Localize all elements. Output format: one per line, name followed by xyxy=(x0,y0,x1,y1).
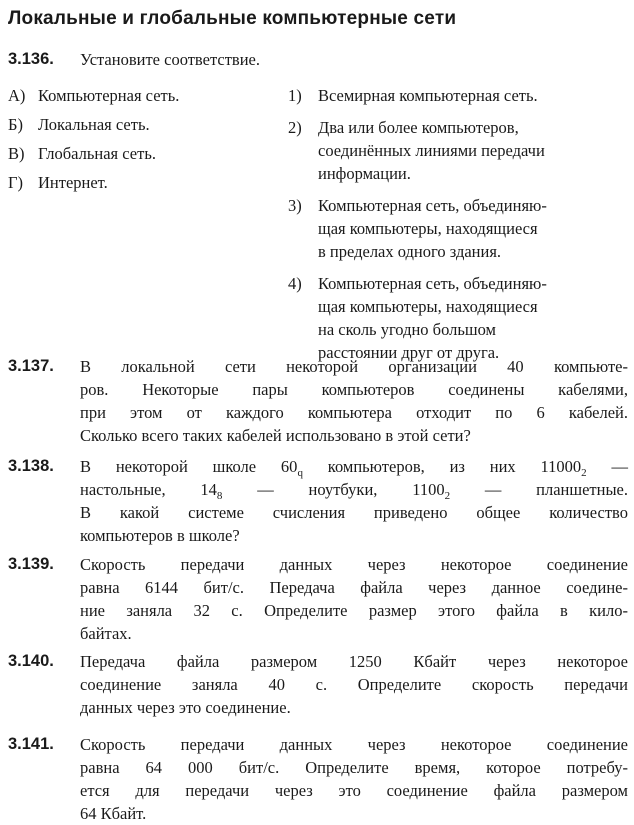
problem-text-line: настольные, $14_8$ — ноутбуки, $1100_2$ — планшетные. xyxy=(80,480,628,502)
match-left-list xyxy=(8,84,268,200)
problem-text-line: В какой системе счисления приведено общее количество xyxy=(80,503,628,522)
item-label: В) xyxy=(8,144,25,163)
item-text: щая компьютеры, находящиеся xyxy=(318,297,538,316)
list-item xyxy=(288,272,624,364)
section-title: Локальные и глобальные компьютерные сети xyxy=(8,8,457,29)
problem-text-line: Скорость передачи данных через некоторое соединение xyxy=(80,735,628,754)
problem-text-line: Передача файла размером 1250 Кбайт через некоторое xyxy=(80,652,628,671)
item-text: Интернет. xyxy=(38,173,108,192)
item-text: соединённых линиями передачи xyxy=(318,141,545,160)
problem-text-line: соединение заняла 40 с. Определите скорость передачи xyxy=(80,675,628,694)
problem-text-line: 64 Кбайт. xyxy=(80,804,147,823)
item-label: 4) xyxy=(288,274,302,293)
problem-text: Установите соответствие. xyxy=(80,50,260,69)
list-item xyxy=(8,171,268,200)
problem-number: 3.141. xyxy=(8,735,54,753)
item-text: Локальная сеть. xyxy=(38,115,150,134)
problem-number: 3.140. xyxy=(8,652,54,670)
problem-text-line: данных через это соединение. xyxy=(80,698,291,717)
item-text: на сколь угодно большом xyxy=(318,320,496,339)
item-text: Компьютерная сеть, объединяю- xyxy=(318,196,547,215)
problem-text-line: байтах. xyxy=(80,624,132,643)
item-label: А) xyxy=(8,86,26,105)
problem-number: 3.136. xyxy=(8,50,54,68)
item-text: Компьютерная сеть. xyxy=(38,86,180,105)
list-item xyxy=(288,194,624,263)
problem-number: 3.137. xyxy=(8,357,54,375)
list-item xyxy=(8,84,268,113)
problem-text-line: при этом от каждого компьютера отходит по 6 кабелей. xyxy=(80,403,628,422)
problem-text-line: равна 64 000 бит/с. Определите время, которое потребу- xyxy=(80,758,628,777)
problem-text-line: ется для передачи через это соединение файла размером xyxy=(80,781,628,800)
item-label: Г) xyxy=(8,173,24,192)
item-text: информации. xyxy=(318,164,411,183)
item-label: 1) xyxy=(288,86,302,105)
item-label: 2) xyxy=(288,118,302,137)
item-label: Б) xyxy=(8,115,23,134)
problem-number: 3.139. xyxy=(8,555,54,573)
item-text: щая компьютеры, находящиеся xyxy=(318,219,538,238)
problem-text-line: Сколько всего таких кабелей использовано в этой сети? xyxy=(80,426,471,445)
item-text: Два или более компьютеров, xyxy=(318,118,519,137)
item-text: Глобальная сеть. xyxy=(38,144,156,163)
item-text: расстоянии друг от друга. xyxy=(318,343,500,362)
problem-text-line: В локальной сети некоторой организации 40 компьюте- xyxy=(80,357,628,376)
problem-number: 3.138. xyxy=(8,457,54,475)
item-text: Всемирная компьютерная сеть. xyxy=(318,86,538,105)
match-right-list xyxy=(288,84,624,372)
list-item xyxy=(288,116,624,185)
list-item xyxy=(8,142,268,171)
problem-text-line: ние заняла 32 с. Определите размер этого файла в кило- xyxy=(80,601,628,620)
problem-text-line: равна 6144 бит/с. Передача файла через данное соедине- xyxy=(80,578,628,597)
problem-text-line: компьютеров в школе? xyxy=(80,526,240,545)
problem-text-line: В некоторой школе $60_q$ компьютеров, из них $11000_2$ — xyxy=(80,457,628,479)
item-label: 3) xyxy=(288,196,302,215)
list-item xyxy=(8,113,268,142)
problem-text-line: Скорость передачи данных через некоторое соединение xyxy=(80,555,628,574)
problem-text-line: ров. Некоторые пары компьютеров соединены кабелями, xyxy=(80,380,628,399)
item-text: в пределах одного здания. xyxy=(318,242,502,261)
item-text: Компьютерная сеть, объединяю- xyxy=(318,274,547,293)
list-item xyxy=(288,84,624,107)
